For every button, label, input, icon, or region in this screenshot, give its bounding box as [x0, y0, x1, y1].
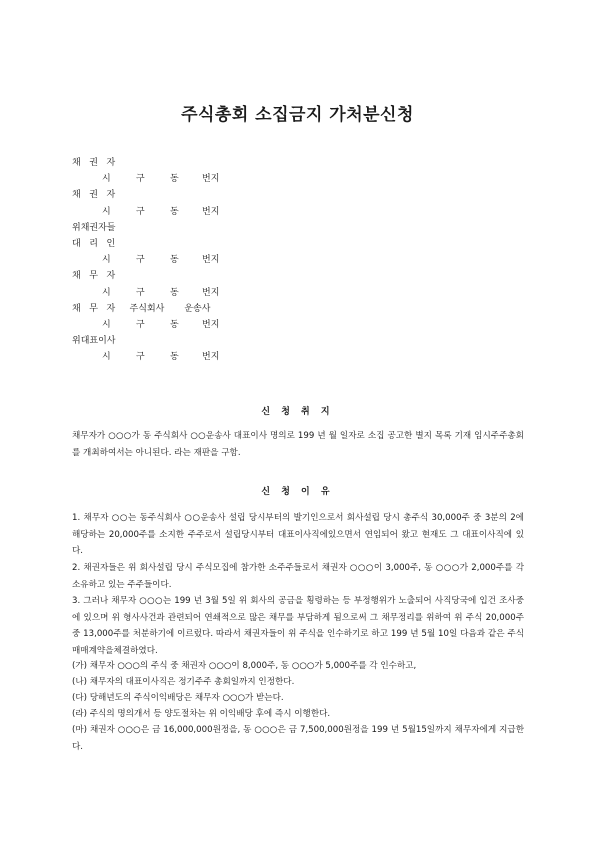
address-gu: 구 [136, 174, 145, 185]
address-gu: 구 [136, 206, 145, 217]
address-dong: 동 [170, 174, 179, 185]
address-dong: 동 [170, 255, 179, 266]
reason-subitem-na: (나) 채무자의 대표이사직은 정기주주 총회일까지 인정한다. [72, 677, 295, 687]
address-si: 시 [102, 255, 111, 266]
address-beonji: 번지 [202, 174, 220, 185]
party-label: 위대표이사 [72, 336, 116, 347]
address-si: 시 [102, 206, 111, 217]
party-label: 채 무 자 [72, 271, 116, 282]
address-beonji: 번지 [202, 287, 220, 298]
reason-subitem-ma: (마) 채권자 ○○○은 금 16,000,000원정을, 동 ○○○은 금 7,500,000원정을 199 년 5월15일까지 채무자에게 지급한다. [72, 725, 524, 752]
reason-item-2: 2. 채권자들은 위 회사설립 당시 주식모집에 참가한 소주주들로서 채권자 ○○○이 3,000주, 동 ○○○가 2,000주를 각 소유하고 있는 주주들이다. [72, 563, 524, 590]
address-gu: 구 [136, 255, 145, 266]
reason-subitem-ga: (가) 채무자 ○○○의 주식 중 채권자 ○○○이 8,000주, 동 ○○○가 5,000주를 각 인수하고, [72, 661, 417, 671]
address-dong: 동 [170, 352, 179, 363]
party-label: 위채권자들 [72, 222, 116, 233]
address-dong: 동 [170, 320, 179, 330]
reason-item-1: 1. 채무자 ○○는 동주식회사 ○○운송사 설립 당시부터의 발기인으로서 회사설립 당시 총주식 30,000주 중 3분의 2에 해당하는 20,000주를 소지한 주주로서 설립당시부터 대표이사직에있으면서 연임되어 왔고 현재도 그 대표이사직에 있다. [72, 513, 524, 557]
party-address [72, 253, 272, 267]
address-dong: 동 [170, 287, 179, 298]
party-address [72, 350, 272, 364]
address-si: 시 [102, 352, 111, 363]
reason-subitem-ra: (라) 주식의 명의개서 등 양도절차는 위 이익배당 후에 즉시 이행한다. [72, 709, 331, 719]
address-beonji: 번지 [202, 320, 220, 330]
address-si: 시 [102, 287, 111, 298]
purpose-heading: 신 청 취 지 [261, 407, 334, 417]
document-title: 주식총회 소집금지 가처분신청 [181, 105, 414, 125]
address-dong: 동 [170, 206, 179, 217]
address-beonji: 번지 [202, 255, 220, 266]
party-address [72, 286, 272, 300]
party-label: 채 권 자 [72, 190, 116, 201]
reason-item-3: 3. 그러나 채무자 ○○○는 199 년 3월 5일 위 회사의 공금을 횡령하는 등 부정행위가 노출되어 사직당국에 입건 조사중에 있으며 위 형사사건과 관련되어 연쇄적으로 많은 채무를 부담하게 됨으로써 그 채무정리를 위하여 위 주식 20,000주 중 13,000주를 처분하기에 이르렀다. 따라서 채권자들이 위 주식을 인수하기로 하고 199 년 5월 10일 다음과 같은 주식매매계약을체결하였다. [72, 596, 524, 656]
address-gu: 구 [136, 287, 145, 298]
address-beonji: 번지 [202, 352, 220, 363]
party-address [72, 172, 272, 186]
address-si: 시 [102, 320, 111, 330]
party-label: 대 리 인 [72, 239, 116, 249]
party-label: 채 무 자 주식회사 운송사 [72, 303, 211, 314]
party-address [72, 205, 272, 219]
purpose-text: 채무자가 ○○○가 동 주식회사 ○○운송사 대표이사 명의로 199 년 월 일자로 소집 공고한 별지 목록 기재 임시주주총회를 개최하여서는 아니된다. 라는 재판을 구함. [72, 431, 524, 458]
address-beonji: 번지 [202, 206, 220, 217]
party-address [72, 318, 272, 332]
address-gu: 구 [136, 320, 145, 330]
reasons-heading: 신 청 이 유 [261, 487, 334, 497]
reason-subitem-da: (다) 당해년도의 주식이익배당은 채무자 ○○○가 받는다. [72, 693, 284, 703]
address-gu: 구 [136, 352, 145, 363]
party-label: 채 권 자 [72, 158, 116, 168]
address-si: 시 [102, 174, 111, 185]
